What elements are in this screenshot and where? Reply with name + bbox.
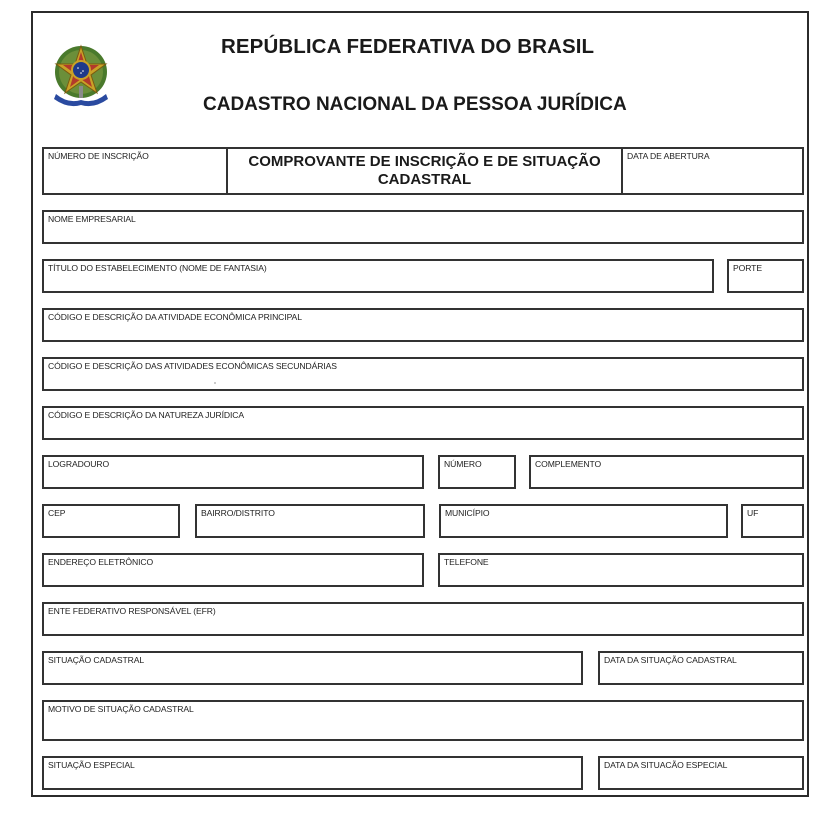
field-label: UF (747, 508, 759, 518)
title-republica: REPÚBLICA FEDERATIVA DO BRASIL (221, 35, 595, 58)
field-atividade-principal (42, 308, 804, 342)
field-label: MOTIVO DE SITUAÇÃO CADASTRAL (48, 704, 194, 714)
field-data-abertura (621, 147, 804, 195)
field-label: LOGRADOURO (48, 459, 110, 469)
field-atividades-secundarias (42, 357, 804, 391)
field-motivo-situacao (42, 700, 804, 741)
field-nome-empresarial (42, 210, 804, 244)
field-label: ENTE FEDERATIVO RESPONSÁVEL (EFR) (48, 606, 216, 616)
field-label: PORTE (733, 263, 762, 273)
field-label: COMPLEMENTO (535, 459, 602, 469)
field-uf (741, 504, 804, 538)
field-label: CÓDIGO E DESCRIÇÃO DAS ATIVIDADES ECONÔMICAS SECUNDÁRIAS (48, 361, 337, 371)
field-telefone (438, 553, 804, 587)
field-label: MUNICÍPIO (445, 508, 490, 518)
field-cep (42, 504, 180, 538)
field-endereco-eletronico (42, 553, 424, 587)
field-efr (42, 602, 804, 636)
field-label: DATA DA SITUACÃO ESPECIAL (604, 760, 728, 770)
field-label: NOME EMPRESARIAL (48, 214, 136, 224)
field-label: NÚMERO (444, 459, 482, 469)
field-label: CEP (48, 508, 66, 518)
field-label: DATA DA SITUAÇÃO CADASTRAL (604, 655, 737, 665)
field-situacao-cadastral (42, 651, 583, 685)
field-data-situacao-cadastral (598, 651, 804, 685)
brazil-coat-of-arms-icon (48, 42, 114, 110)
field-bairro (195, 504, 425, 538)
field-label: SITUAÇÃO ESPECIAL (48, 760, 135, 770)
field-municipio (439, 504, 728, 538)
field-label: CÓDIGO E DESCRIÇÃO DA ATIVIDADE ECONÔMICA PRINCIPAL (48, 312, 302, 322)
field-label: DATA DE ABERTURA (627, 151, 710, 161)
field-titulo-estabelecimento (42, 259, 714, 293)
field-label: TÍTULO DO ESTABELECIMENTO (NOME DE FANTASIA) (48, 263, 267, 273)
field-label: CÓDIGO E DESCRIÇÃO DA NATUREZA JURÍDICA (48, 410, 245, 420)
field-porte (727, 259, 804, 293)
field-numero (438, 455, 516, 489)
field-complemento (529, 455, 804, 489)
field-numero-inscricao (42, 147, 228, 195)
field-label: NÚMERO DE INSCRIÇÃO (48, 151, 149, 161)
comprovante-title-box (226, 147, 623, 195)
field-data-situacao-especial (598, 756, 804, 790)
field-natureza-juridica (42, 406, 804, 440)
field-situacao-especial (42, 756, 583, 790)
field-label: TELEFONE (444, 557, 489, 567)
field-logradouro (42, 455, 424, 489)
field-label: BAIRRO/DISTRITO (201, 508, 275, 518)
field-label: SITUAÇÃO CADASTRAL (48, 655, 145, 665)
field-label: ENDEREÇO ELETRÔNICO (48, 557, 154, 567)
title-cadastro: CADASTRO NACIONAL DA PESSOA JURÍDICA (203, 94, 627, 115)
comprovante-title: COMPROVANTE DE INSCRIÇÃO E DE SITUAÇÃO CADASTRAL (248, 153, 601, 188)
stray-mark (214, 382, 216, 384)
